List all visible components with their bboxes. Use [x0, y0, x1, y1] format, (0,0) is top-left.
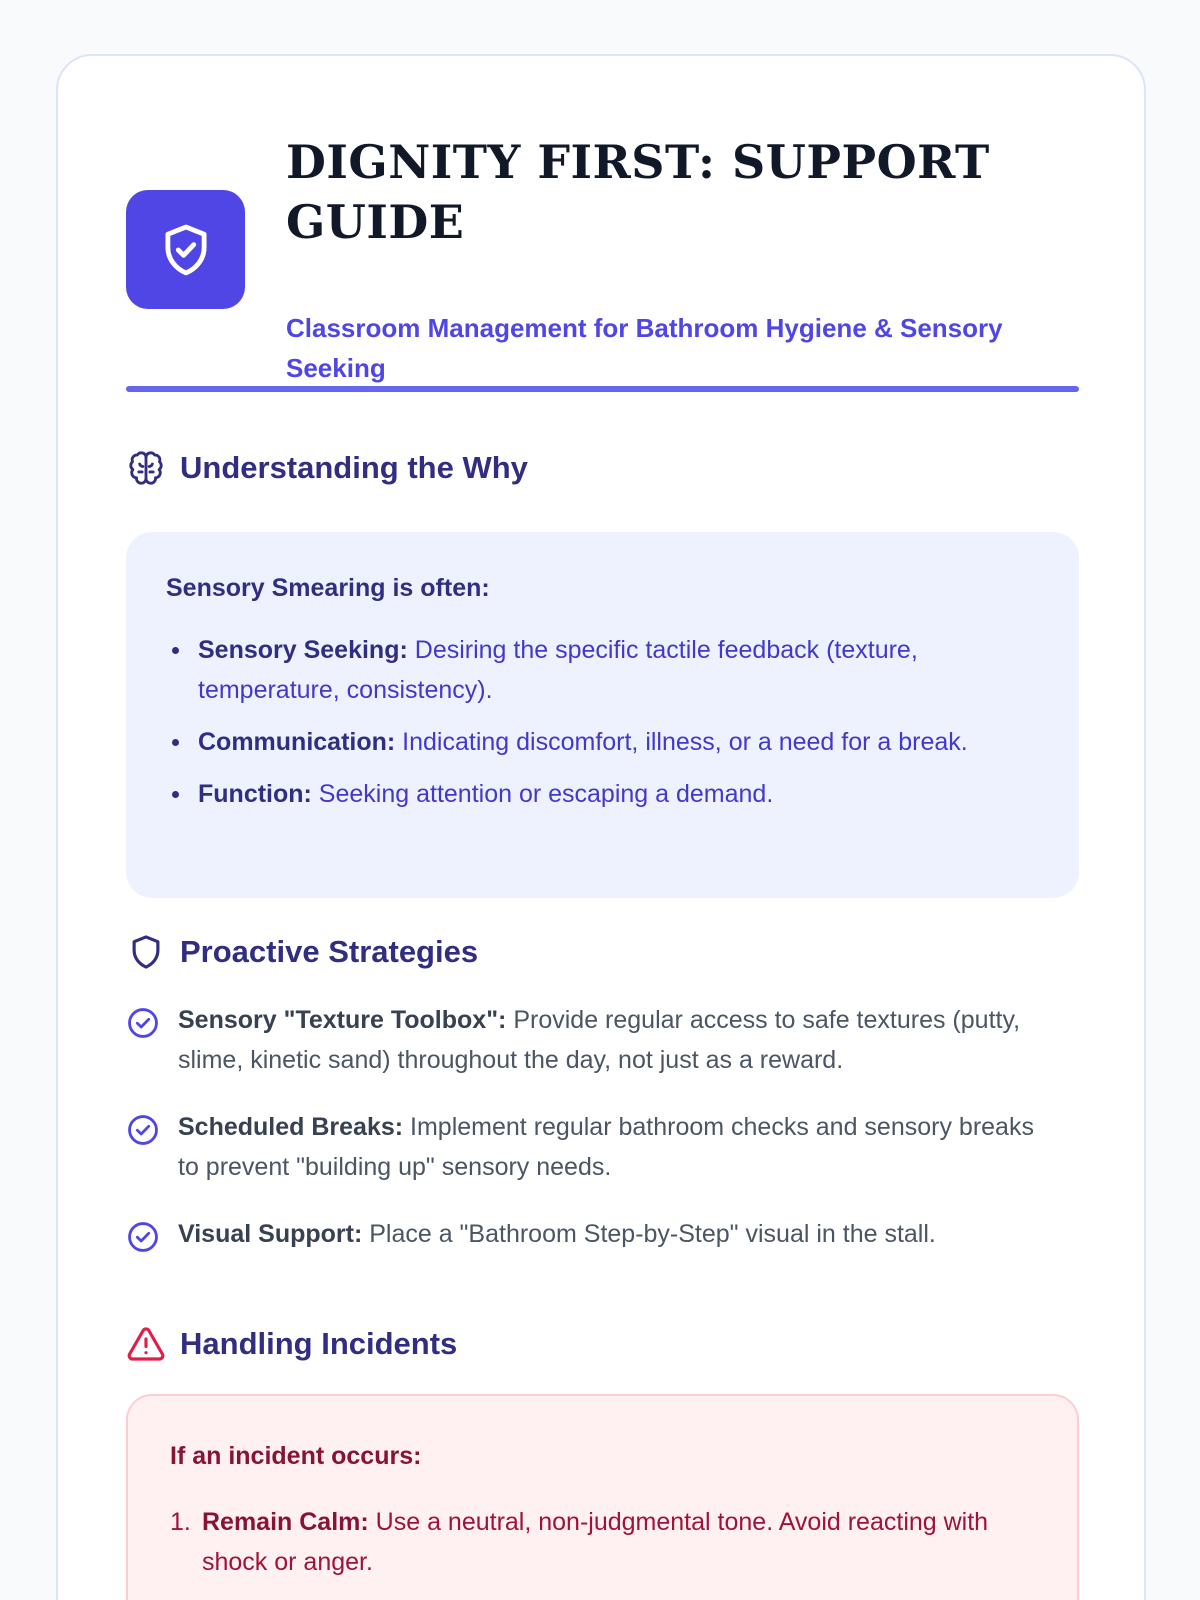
why-callout	[126, 532, 1079, 898]
item-number: 1.	[170, 1508, 191, 1536]
check-circle-icon	[126, 1113, 160, 1147]
list-item	[170, 1502, 1050, 1582]
brain-icon	[126, 448, 166, 488]
list-item	[166, 722, 1046, 762]
shield-check-icon	[157, 221, 215, 279]
check-circle-icon	[126, 1220, 160, 1254]
page-title: DIGNITY FIRST: SUPPORT GUIDE	[286, 135, 990, 249]
page-subtitle: Classroom Management for Bathroom Hygiene & Sensory Seeking	[286, 313, 1003, 383]
incident-intro: If an incident occurs:	[170, 1442, 422, 1470]
section-heading-proactive	[126, 930, 1079, 974]
item-label: Sensory "Texture Toolbox":	[178, 1006, 507, 1034]
section-heading-why	[126, 446, 1079, 490]
section-heading-incidents	[126, 1322, 1079, 1366]
strategy-item	[126, 1107, 1079, 1187]
item-text: Provide regular access to safe textures (putty, slime, kinetic sand) throughout the day, not just as a reward.	[178, 1006, 1021, 1074]
why-intro: Sensory Smearing is often:	[166, 574, 490, 602]
check-circle-icon	[126, 1006, 160, 1040]
logo-badge	[126, 190, 245, 309]
section-heading-text: Handling Incidents	[180, 1326, 458, 1361]
item-text: Seeking attention or escaping a demand.	[311, 780, 774, 808]
guide-card	[56, 54, 1146, 1600]
list-item	[166, 630, 1046, 710]
header	[126, 132, 1079, 383]
strategy-text	[178, 1107, 1058, 1187]
item-text: Place a "Bathroom Step-by-Step" visual in the stall.	[362, 1220, 936, 1248]
item-text: Indicating discomfort, illness, or a need for a break.	[395, 728, 968, 756]
item-label: Sensory Seeking:	[198, 636, 408, 664]
item-text: Desiring the specific tactile feedback (texture, temperature, consistency).	[198, 636, 918, 704]
section-heading-text: Understanding the Why	[180, 450, 528, 485]
warning-triangle-icon	[126, 1324, 166, 1364]
strategy-item	[126, 1214, 1079, 1254]
list-item	[166, 774, 1046, 814]
item-text: Implement regular bathroom checks and sensory breaks to prevent "building up" sensory needs.	[178, 1113, 1034, 1181]
strategy-text	[178, 1000, 1058, 1080]
strategy-text	[178, 1214, 1058, 1254]
section-heading-text: Proactive Strategies	[180, 934, 479, 969]
shield-icon	[126, 932, 166, 972]
item-label: Visual Support:	[178, 1220, 363, 1248]
item-label: Communication:	[198, 728, 396, 756]
strategy-item	[126, 1000, 1079, 1080]
header-divider	[126, 386, 1079, 392]
item-label: Function:	[198, 780, 312, 808]
item-text: Use a neutral, non-judgmental tone. Avoid reacting with shock or anger.	[202, 1508, 989, 1576]
incident-callout	[126, 1394, 1079, 1600]
item-label: Remain Calm:	[202, 1508, 369, 1536]
why-list	[166, 630, 1046, 826]
item-label: Scheduled Breaks:	[178, 1113, 404, 1141]
incident-list	[170, 1502, 1050, 1582]
